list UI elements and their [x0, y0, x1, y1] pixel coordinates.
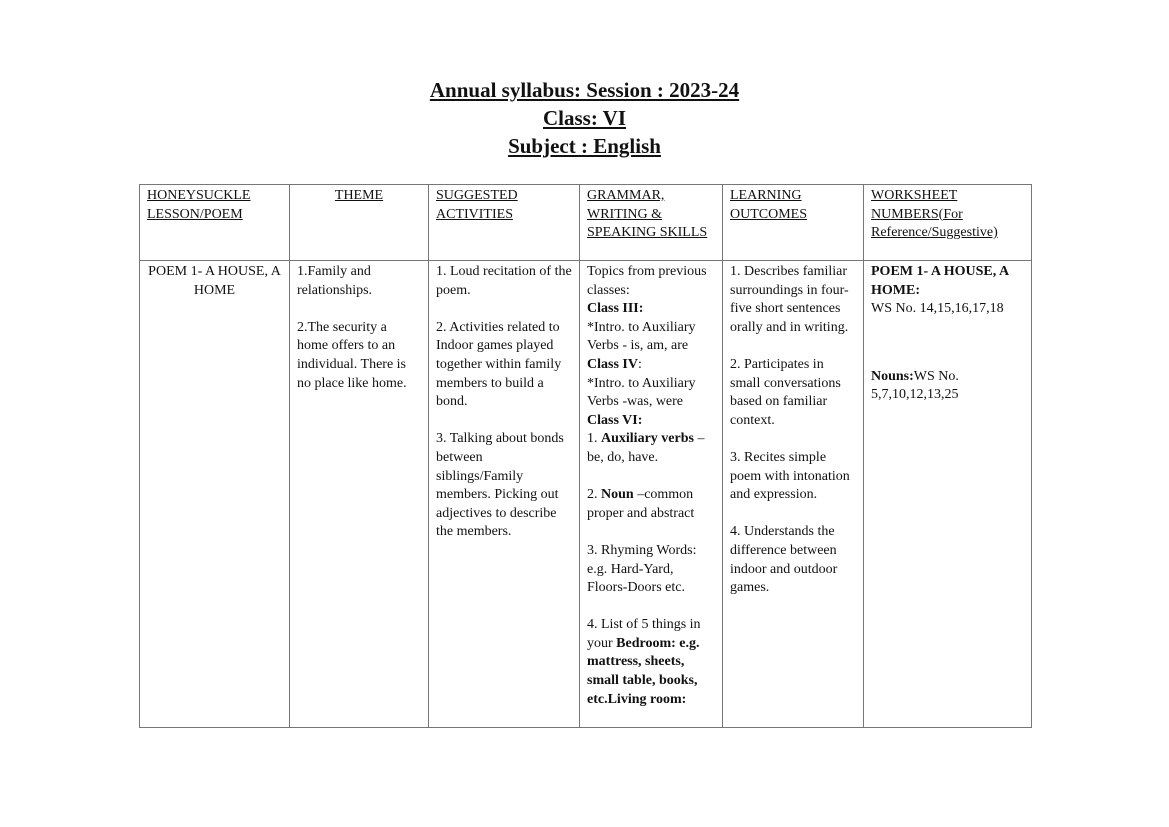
worksheet-numbers: WS No. 14,15,16,17,18	[871, 301, 1004, 317]
class-title: Class: VI	[542, 106, 627, 130]
grammar-item: 3. Rhyming Words: e.g. Hard-Yard, Floors-Doors etc.	[587, 542, 697, 596]
nouns-label: Nouns:	[871, 368, 914, 384]
worksheet-poem-title: POEM 1- A HOUSE, A HOME:	[871, 264, 1009, 298]
subject-title: Subject : English	[508, 134, 661, 158]
item2-text: –common proper and abstract	[587, 487, 695, 521]
item2-bold: Noun	[601, 487, 634, 503]
lesson-cell: POEM 1- A HOUSE, A HOME	[140, 261, 290, 728]
class4-text: *Intro. to Auxiliary Verbs -was, were	[587, 375, 696, 410]
header-grammar: GRAMMAR, WRITING & SPEAKING SKILLS	[580, 185, 723, 261]
activity-item: 3. Talking about bonds between siblings/Family members. Picking out adjectives to describe the members.	[436, 431, 564, 540]
outcome-item: 4. Understands the difference between indoor and outdoor games.	[730, 524, 838, 596]
class3-label: Class III:	[587, 301, 644, 317]
class4-colon: :	[637, 356, 642, 372]
item4-bold: Bedroom: e.g. mattress, sheets, small table, books, etc.Living room:	[587, 635, 700, 707]
class6-label: Class VI:	[587, 412, 643, 428]
item1-text: –be, do, have.	[587, 431, 705, 465]
header-theme: THEME	[290, 185, 429, 261]
outcome-item: 1. Describes familiar surroundings in four-five short sentences orally and in writing.	[730, 264, 849, 335]
class4-label: Class IV	[587, 356, 638, 372]
class4-line	[587, 356, 715, 375]
theme-item: 2.The security a home offers to an individual. There is no place like home.	[297, 319, 407, 391]
activity-item: 1. Loud recitation of the poem.	[436, 264, 572, 298]
activity-item: 2. Activities related to Indoor games played together within family members to build a bond.	[436, 319, 562, 410]
outcome-item: 2. Participates in small conversations based on familiar context.	[730, 356, 841, 428]
outcome-item: 3. Recites simple poem with intonation and expression.	[730, 449, 850, 503]
nouns-text: WS No. 5,7,10,12,13,25	[871, 368, 959, 403]
grammar-cell	[580, 261, 723, 728]
header-activities: SUGGESTED ACTIVITIES	[429, 185, 580, 261]
table-row	[140, 261, 1032, 728]
grammar-item	[587, 486, 715, 523]
header-worksheet: WORKSHEET NUMBERS(For Reference/Suggestive)	[864, 185, 1032, 261]
syllabus-table	[139, 184, 1032, 728]
item4-text: 4. List of 5 things in your	[587, 617, 701, 651]
syllabus-title: Annual syllabus: Session : 2023-24	[429, 78, 740, 102]
worksheet-nouns	[871, 368, 1024, 405]
worksheet-cell	[864, 261, 1032, 728]
header-outcomes: LEARNING OUTCOMES	[723, 185, 864, 261]
theme-item: 1.Family and relationships.	[297, 264, 373, 298]
grammar-intro: Topics from previous classes:	[587, 264, 707, 298]
header-lesson: HONEYSUCKLE LESSON/POEM	[140, 185, 290, 261]
table-header-row	[140, 185, 1032, 261]
item2-num: 2.	[587, 487, 601, 503]
item1-num: 1.	[587, 431, 601, 447]
item1-bold: Auxiliary verbs	[601, 431, 694, 447]
grammar-item	[587, 616, 715, 709]
activities-cell	[429, 261, 580, 728]
class3-text: *Intro. to Auxiliary Verbs - is, am, are	[587, 319, 696, 354]
theme-cell	[290, 261, 429, 728]
outcomes-cell	[723, 261, 864, 728]
document-titles	[0, 76, 1169, 160]
grammar-item	[587, 430, 715, 467]
